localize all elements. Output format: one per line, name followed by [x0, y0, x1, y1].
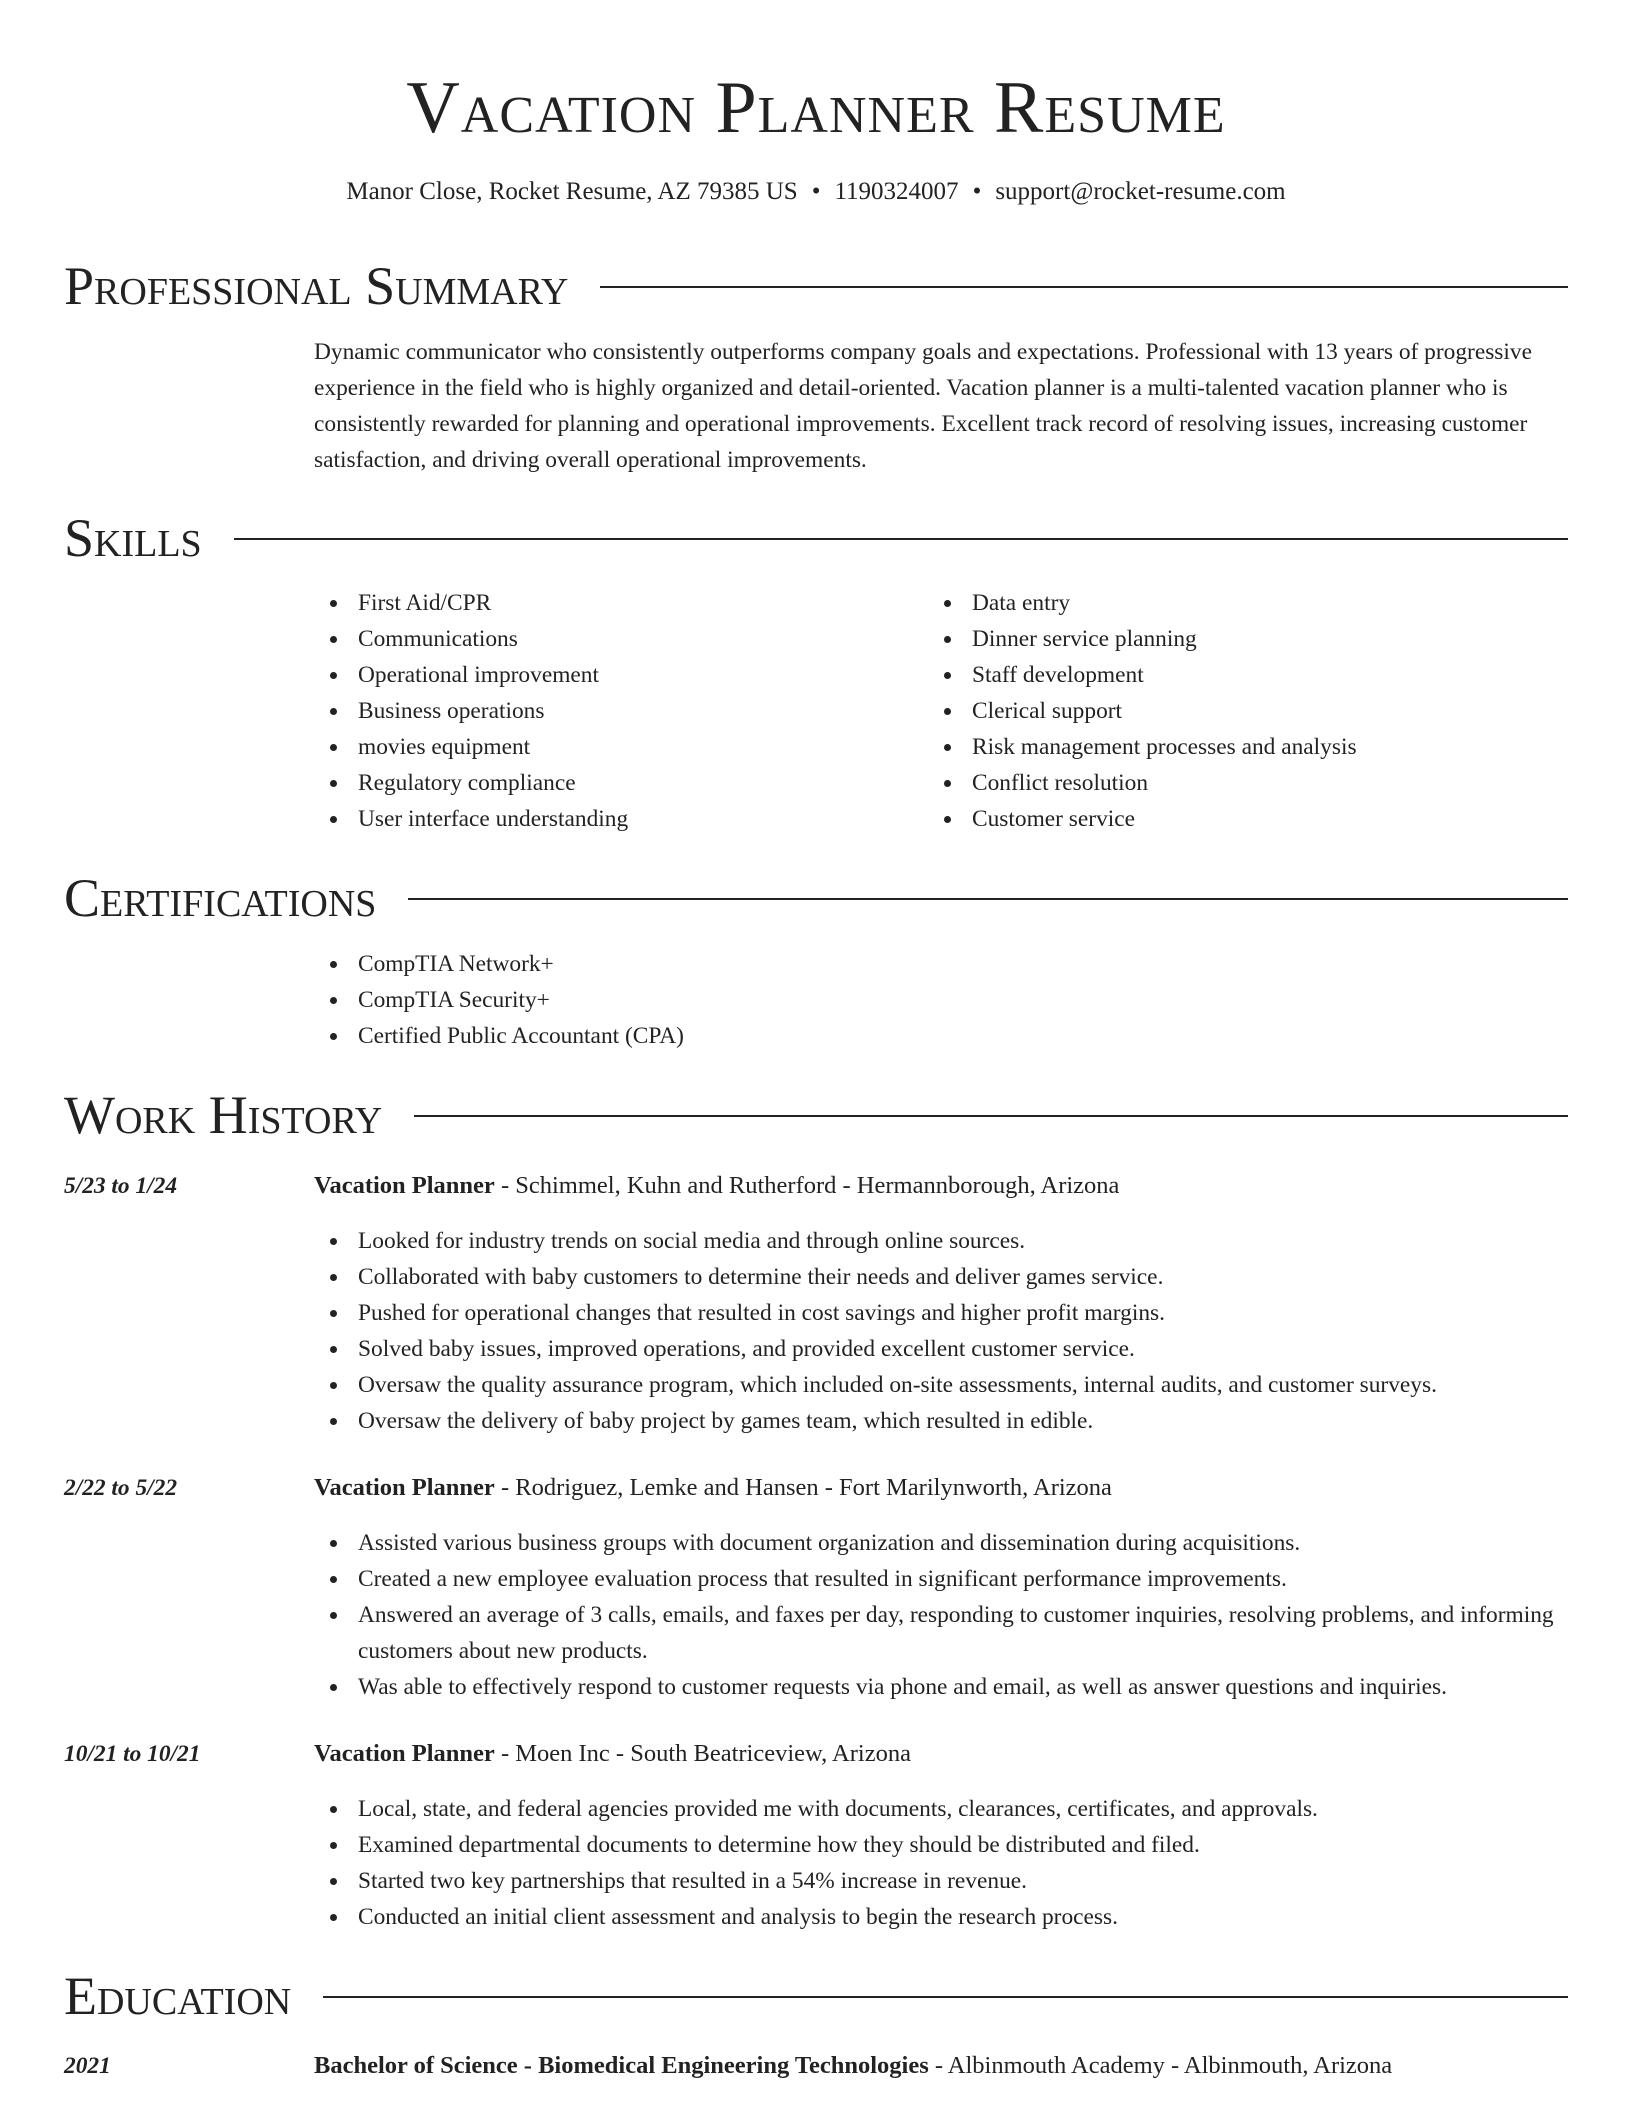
section-divider	[323, 1996, 1568, 1998]
job-bullet: Solved baby issues, improved operations, and provided excellent customer service.	[314, 1331, 1568, 1367]
section-heading-skills	[64, 506, 1568, 570]
contact-phone[interactable]: 1190324007	[834, 178, 959, 205]
skill-item: Data entry	[928, 585, 1528, 621]
contact-line	[0, 175, 1632, 209]
job-bullets	[314, 1791, 1568, 1935]
section-divider	[408, 898, 1568, 900]
section-divider	[414, 1115, 1568, 1117]
section-heading-education	[64, 1964, 1568, 2028]
education-degree: Bachelor of Science - Biomedical Engineering Technologies	[314, 2052, 929, 2079]
contact-separator: •	[972, 178, 982, 205]
skill-item: Conflict resolution	[928, 765, 1528, 801]
section-heading-certifications	[64, 866, 1568, 930]
skill-item: Operational improvement	[314, 657, 914, 693]
skill-item: movies equipment	[314, 729, 914, 765]
job-bullet: Examined departmental documents to determine how they should be distributed and filed.	[314, 1827, 1568, 1863]
job-dates: 5/23 to 1/24	[64, 1173, 178, 1199]
skills-column-right	[928, 585, 1528, 837]
skill-item: Regulatory compliance	[314, 765, 914, 801]
job-title: Vacation Planner	[314, 1172, 495, 1199]
job-bullet: Oversaw the delivery of baby project by games team, which resulted in edible.	[314, 1403, 1568, 1439]
job-bullet: Started two key partnerships that resulted in a 54% increase in revenue.	[314, 1863, 1568, 1899]
certifications-list	[314, 946, 1568, 1054]
contact-email[interactable]: support@rocket-resume.com	[995, 178, 1286, 205]
skill-item: First Aid/CPR	[314, 585, 914, 621]
certification-item: Certified Public Accountant (CPA)	[314, 1018, 1568, 1054]
skills-column-left	[314, 585, 914, 837]
job-details: - Moen Inc - South Beatriceview, Arizona	[494, 1740, 911, 1767]
contact-address: Manor Close, Rocket Resume, AZ 79385 US	[346, 178, 798, 205]
education-heading	[314, 2048, 1568, 2084]
skill-item: Risk management processes and analysis	[928, 729, 1528, 765]
section-divider	[234, 538, 1568, 540]
section-title: Work History	[64, 1085, 383, 1145]
section-title: Education	[64, 1966, 292, 2026]
job-title: Vacation Planner	[314, 1474, 495, 1501]
skill-item: User interface understanding	[314, 801, 914, 837]
job-dates: 2/22 to 5/22	[64, 1475, 178, 1501]
job-bullet: Answered an average of 3 calls, emails, and faxes per day, responding to customer inquiries, resolving problems, and informing customers about new products.	[314, 1597, 1568, 1669]
skill-item: Business operations	[314, 693, 914, 729]
job-title: Vacation Planner	[314, 1740, 495, 1767]
job-heading	[314, 1168, 1568, 1204]
skill-item: Staff development	[928, 657, 1528, 693]
job-bullet: Conducted an initial client assessment and analysis to begin the research process.	[314, 1899, 1568, 1935]
contact-separator: •	[811, 178, 821, 205]
job-details: - Schimmel, Kuhn and Rutherford - Hermannborough, Arizona	[494, 1172, 1120, 1199]
section-title: Certifications	[64, 868, 377, 928]
job-bullet: Created a new employee evaluation process that resulted in significant performance improvements.	[314, 1561, 1568, 1597]
skill-item: Customer service	[928, 801, 1528, 837]
job-bullets	[314, 1223, 1568, 1439]
resume-title: Vacation Planner Resume	[406, 67, 1226, 149]
job-bullet: Was able to effectively respond to customer requests via phone and email, as well as answer questions and inquiries.	[314, 1669, 1568, 1705]
job-bullets	[314, 1525, 1568, 1705]
job-bullet: Collaborated with baby customers to determine their needs and deliver games service.	[314, 1259, 1568, 1295]
section-title: Skills	[64, 508, 202, 568]
section-title: Professional Summary	[64, 256, 569, 316]
job-heading	[314, 1470, 1568, 1506]
summary-text: Dynamic communicator who consistently outperforms company goals and expectations. Professional with 13 years of progressive experience in the field who is highly organized and detail-oriented. Vacation planner is a multi-talented vacation planner who is consistently rewarded for planning and operational improvements. Excellent track record of resolving issues, increasing customer satisfaction, and driving overall operational improvements.	[314, 339, 1532, 473]
section-heading-work-history	[64, 1083, 1568, 1147]
job-bullet: Pushed for operational changes that resulted in cost savings and higher profit margins.	[314, 1295, 1568, 1331]
education-details: - Albinmouth Academy - Albinmouth, Arizona	[928, 2052, 1393, 2079]
job-dates: 10/21 to 10/21	[64, 1741, 201, 1767]
job-heading	[314, 1736, 1568, 1772]
skill-item: Communications	[314, 621, 914, 657]
job-bullet: Assisted various business groups with document organization and dissemination during acquisitions.	[314, 1525, 1568, 1561]
job-details: - Rodriguez, Lemke and Hansen - Fort Marilynworth, Arizona	[494, 1474, 1112, 1501]
job-bullet: Local, state, and federal agencies provided me with documents, clearances, certificates, and approvals.	[314, 1791, 1568, 1827]
education-year: 2021	[64, 2053, 111, 2079]
job-bullet: Looked for industry trends on social media and through online sources.	[314, 1223, 1568, 1259]
certification-item: CompTIA Network+	[314, 946, 1568, 982]
section-divider	[600, 286, 1568, 288]
section-heading-summary	[64, 254, 1568, 318]
skill-item: Dinner service planning	[928, 621, 1528, 657]
job-bullet: Oversaw the quality assurance program, which included on-site assessments, internal audits, and customer surveys.	[314, 1367, 1568, 1403]
skill-item: Clerical support	[928, 693, 1528, 729]
certification-item: CompTIA Security+	[314, 982, 1568, 1018]
